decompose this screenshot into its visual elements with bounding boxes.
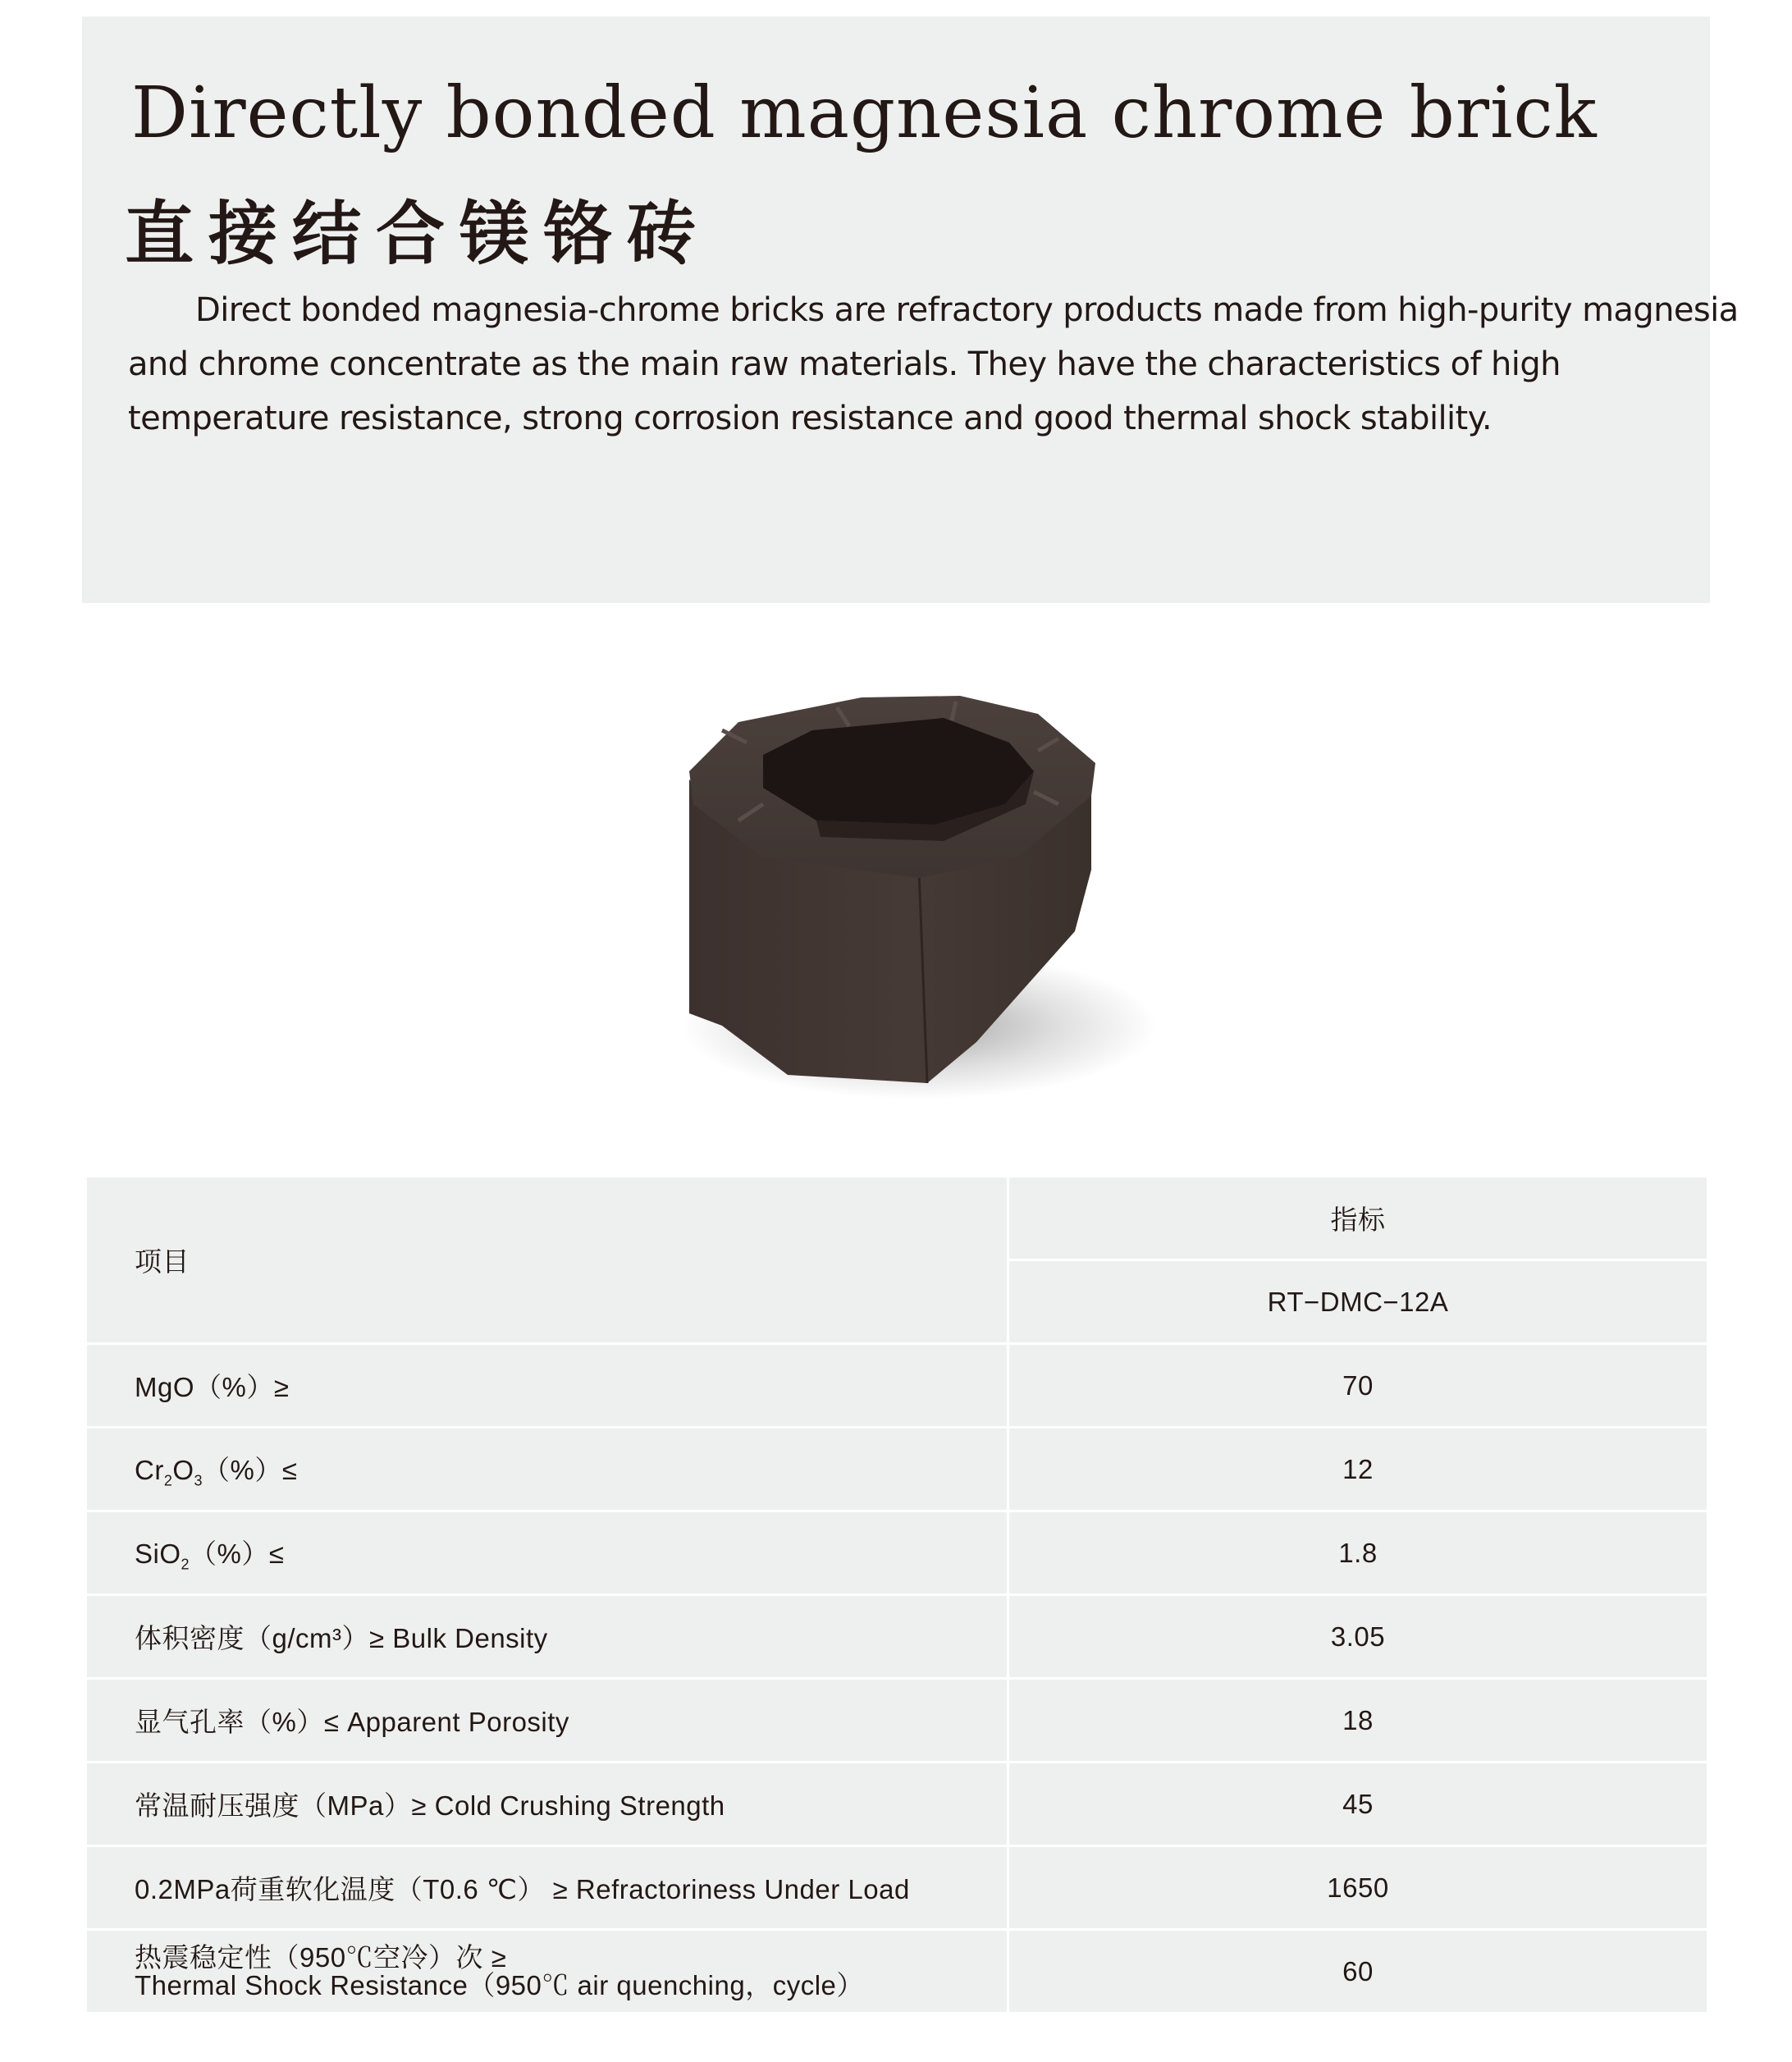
row-value-cold-crushing-strength: 45	[1008, 1763, 1708, 1846]
table-row	[86, 1846, 1708, 1930]
table-row	[86, 1511, 1708, 1595]
model-cell: RT−DMC−12A	[1008, 1260, 1708, 1344]
row-value-apparent-porosity: 18	[1008, 1679, 1708, 1763]
row-item-cr2o3: $Cr_2O_3(\%)\le$	[86, 1428, 1008, 1511]
row-value-bulk-density: 3.05	[1008, 1595, 1708, 1679]
row-value-thermal-shock-resistance: 60	[1008, 1930, 1708, 2014]
product-description: Direct bonded magnesia-chrome bricks are refractory products made from high-purity magnesia and chrome concentrate as the main raw materials. They have the characteristics of high temperature resistance, strong corrosion resistance and good thermal shock stability.	[128, 291, 1739, 437]
table-header-row	[86, 1177, 1708, 1260]
table-row	[86, 1679, 1708, 1763]
row-value-mgo: 70	[1008, 1344, 1708, 1428]
row-item-mgo: MgO（%）≥	[86, 1344, 1008, 1428]
title-english: Directly bonded magnesia chrome brick	[131, 72, 1598, 154]
product-brick-image	[673, 681, 1264, 1108]
spec-table	[85, 1175, 1709, 2014]
table-row	[86, 1763, 1708, 1846]
row-item-refractoriness-under-load: 0.2MPa荷重软化温度（T0.6 ℃） ≥ Refractoriness Under Load	[86, 1846, 1008, 1930]
row-item-sio2: SiO$_2$（%）≤	[86, 1511, 1008, 1595]
row-value-refractoriness-under-load: 1650	[1008, 1846, 1708, 1930]
header-index-cell: 指标	[1008, 1177, 1708, 1260]
header-panel	[82, 16, 1739, 603]
row-item-apparent-porosity: 显气孔率（%）≤ Apparent Porosity	[86, 1679, 1008, 1763]
header-item-cell: 项目	[86, 1177, 1008, 1344]
row-value-cr2o3: 12	[1008, 1428, 1708, 1511]
row-item-thermal-shock-resistance: 热震稳定性（950℃空冷）次 ≥ Thermal Shock Resistance（950℃ air quenching，cycle）	[86, 1930, 1008, 2014]
table-row	[86, 1595, 1708, 1679]
table-row	[86, 1930, 1708, 2014]
row-item-bulk-density: 体积密度（g/cm³）≥ Bulk Density	[86, 1595, 1008, 1679]
table-row	[86, 1344, 1708, 1428]
row-value-sio2: 1.8	[1008, 1511, 1708, 1595]
table-row	[86, 1428, 1708, 1511]
title-chinese: 直接结合镁铬砖	[125, 193, 711, 274]
row-item-cold-crushing-strength: 常温耐压强度（MPa）≥ Cold Crushing Strength	[86, 1763, 1008, 1846]
